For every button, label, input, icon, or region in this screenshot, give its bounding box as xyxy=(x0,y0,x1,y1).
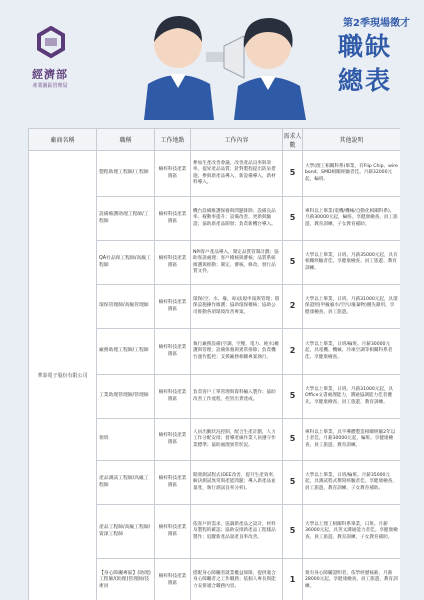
job-content: 負責客戶工單管理與資料輸入製作；協助改善工作流程，控管出貨達成。 xyxy=(191,375,283,419)
job-count: 5 xyxy=(283,375,303,419)
company-name: 華泰電子股份有限公司 xyxy=(29,151,97,600)
page-title-line2: 總表 xyxy=(337,66,392,95)
job-count: 5 xyxy=(283,151,303,197)
column-header-company: 廠商名稱 xyxy=(29,129,97,151)
job-count: 2 xyxy=(283,285,303,329)
job-location: 楠梓科技產業園區 xyxy=(155,285,191,329)
job-notes: 大學(理工相關科系)畢業，有Flip Chip、wire bond、SMD相關經驗者佳。月薪32000元起，輪班。 xyxy=(303,151,401,197)
org-sub-name: 產業園區管理局 xyxy=(32,83,68,89)
job-notes: 大學以上畢業，日班/輪班。月薪35000元起，具測試程式撰寫經驗者佳。享健康檢查、員工旅遊、教育訓練、子女教育補助。 xyxy=(303,461,401,505)
ministry-emblem-icon xyxy=(36,26,66,62)
page-title-line1: 職缺 xyxy=(337,32,392,61)
job-location: 楠梓科技產業園區 xyxy=(155,241,191,285)
job-count: 5 xyxy=(283,419,303,461)
job-location: 楠梓科技產業園區 xyxy=(155,505,191,559)
job-title: QA社品保工程師/高級工程師 xyxy=(97,241,155,285)
job-content: 搭配身心障礙者就業權益保障，提供適合身心障礙者之工作職務；依個人專長與能力安排適合職務內容。 xyxy=(191,559,283,600)
job-location: 楠梓科技產業園區 xyxy=(155,197,191,241)
job-content: 執行廠務設備(空調、空壓、電力、純水)維護與管理；設備保養與異常排除；負責機台運作監控；支援廠務相關專案執行。 xyxy=(191,329,283,375)
job-notes: 專科以上畢業(電機/機械/自動化相關科系)。月薪30000元起，輪班。享健康檢查、員工旅遊、教育訓練、子女教育補助。 xyxy=(303,197,401,241)
job-notes: 專科以上畢業，具半導體製造相關經驗2年以上者佳。月薪30000元起，輪班。享健康檢查、員工旅遊、教育訓練。 xyxy=(303,419,401,461)
job-content: NPI客戶產品導入，制定品質管制計劃；協助客訴處理；客戶稽核與審核；品質系統維護與推動；制定、審核、修改、發行品質文件。 xyxy=(191,241,283,285)
job-location: 楠梓科技產業園區 xyxy=(155,329,191,375)
job-title: 產品工程師/高級工程師/資深工程師 xyxy=(97,505,155,559)
job-count: 1 xyxy=(283,559,303,600)
job-title: 設備維護助理工程師/工程師 xyxy=(97,197,155,241)
job-notes: 大學以上畢業，日班/輪班。月薪30000元起，具電機、機械、冷凍空調等相關科系者佳。享健康檢查。 xyxy=(303,329,401,375)
job-content: 開發測試程式(DEE改善，提升生產效率，解決測試異常與產能問題；導入新產品並量產，執行測試良率分析)。 xyxy=(191,461,283,505)
job-content: 人員出勤狀況控制，配合生產計劃，人力工作分配安排；督導產線作業人員遵守作業標準；協助處理異常狀況。 xyxy=(191,419,283,461)
job-notes: 大學以上畢業，日班。月薪31000元起，具環保證照(甲級廢水/空污/廢棄物)優先錄用。享健康檢查、員工旅遊。 xyxy=(303,285,401,329)
job-content: 參加生產改善會議，改善產品良率與效率，提昇產品品質；針對製程提出防呆措施；參與新產品導入，新設備導入，新材料導入。 xyxy=(191,151,283,197)
job-count: 5 xyxy=(283,197,303,241)
column-header-count: 需求人數 xyxy=(283,129,303,151)
job-content: 機台設備維護保養與問題排除；設備良品率、稼動率提升；設備改善、更新與驗證；協助新產品開發；負責新機台導入。 xyxy=(191,197,283,241)
job-count: 5 xyxy=(283,505,303,559)
job-title: 廠務助理工程師/工程師 xyxy=(97,329,155,375)
job-count: 5 xyxy=(283,241,303,285)
page-header xyxy=(0,0,424,120)
job-table-container xyxy=(28,128,400,600)
job-table xyxy=(28,128,400,600)
recruiters-illustration xyxy=(120,2,320,120)
column-header-content: 工作內容 xyxy=(191,129,283,151)
job-content: 依客戶的需求，協調新產品之設計、材料及製程的確認；協助安排新產品工程樣品製作；追蹤新產品量產良率改善。 xyxy=(191,505,283,559)
job-location: 楠梓科技產業園區 xyxy=(155,375,191,419)
job-title: 環保管理師/高級管理師 xyxy=(97,285,155,329)
job-count: 2 xyxy=(283,329,303,375)
page-title xyxy=(320,30,410,98)
job-title: 製程助理工程師/工程師 xyxy=(97,151,155,197)
season-title: 第2季現場徵才 xyxy=(343,18,410,29)
ministry-logo xyxy=(22,26,78,96)
job-location: 楠梓科技產業園區 xyxy=(155,151,191,197)
job-notes: 大學以上畢業，日班。月薪31000元起，具Office文書處理能力，溝通協調能力佳者優先。享健康檢查、員工旅遊、教育訓練。 xyxy=(303,375,401,419)
job-title: 工業助理管理師/管理師 xyxy=(97,375,155,419)
org-name: 經濟部 xyxy=(32,68,68,81)
column-header-notes: 其他說明 xyxy=(303,129,401,151)
job-title: 領班 xyxy=(97,419,155,461)
job-title: 產品測試工程師/高級工程師 xyxy=(97,461,155,505)
job-content: 環保(空、水、廢、毒)法規申報與管理；環保設施操作維護；協助環保稽核；協助公司推動各項環境改善專案。 xyxy=(191,285,283,329)
job-location: 楠梓科技產業園區 xyxy=(155,559,191,600)
job-notes: 大學以上理工相關科系畢業，日班。月薪36000元起，具英文溝通能力者佳。享健康檢查、員工旅遊、教育訓練、子女教育補助。 xyxy=(303,505,401,559)
column-header-location: 工作地點 xyxy=(155,129,191,151)
table-row xyxy=(29,151,401,197)
job-title: 【身心障礙專區】(助理)工程師/(助理)管理師/技術員 xyxy=(97,559,155,600)
table-header-row xyxy=(29,129,401,151)
job-count: 5 xyxy=(283,461,303,505)
job-notes: 大學以上畢業，日班。月薪35000元起，具有相關經驗者佳。享健康檢查、員工旅遊、教育訓練。 xyxy=(303,241,401,285)
column-header-title: 職稱 xyxy=(97,129,155,151)
job-location: 楠梓科技產業園區 xyxy=(155,419,191,461)
job-notes: 領有身心障礙證明者，依學經歷核薪，月薪28000元起。享健康檢查、員工旅遊、教育訓練。 xyxy=(303,559,401,600)
job-location: 楠梓科技產業園區 xyxy=(155,461,191,505)
